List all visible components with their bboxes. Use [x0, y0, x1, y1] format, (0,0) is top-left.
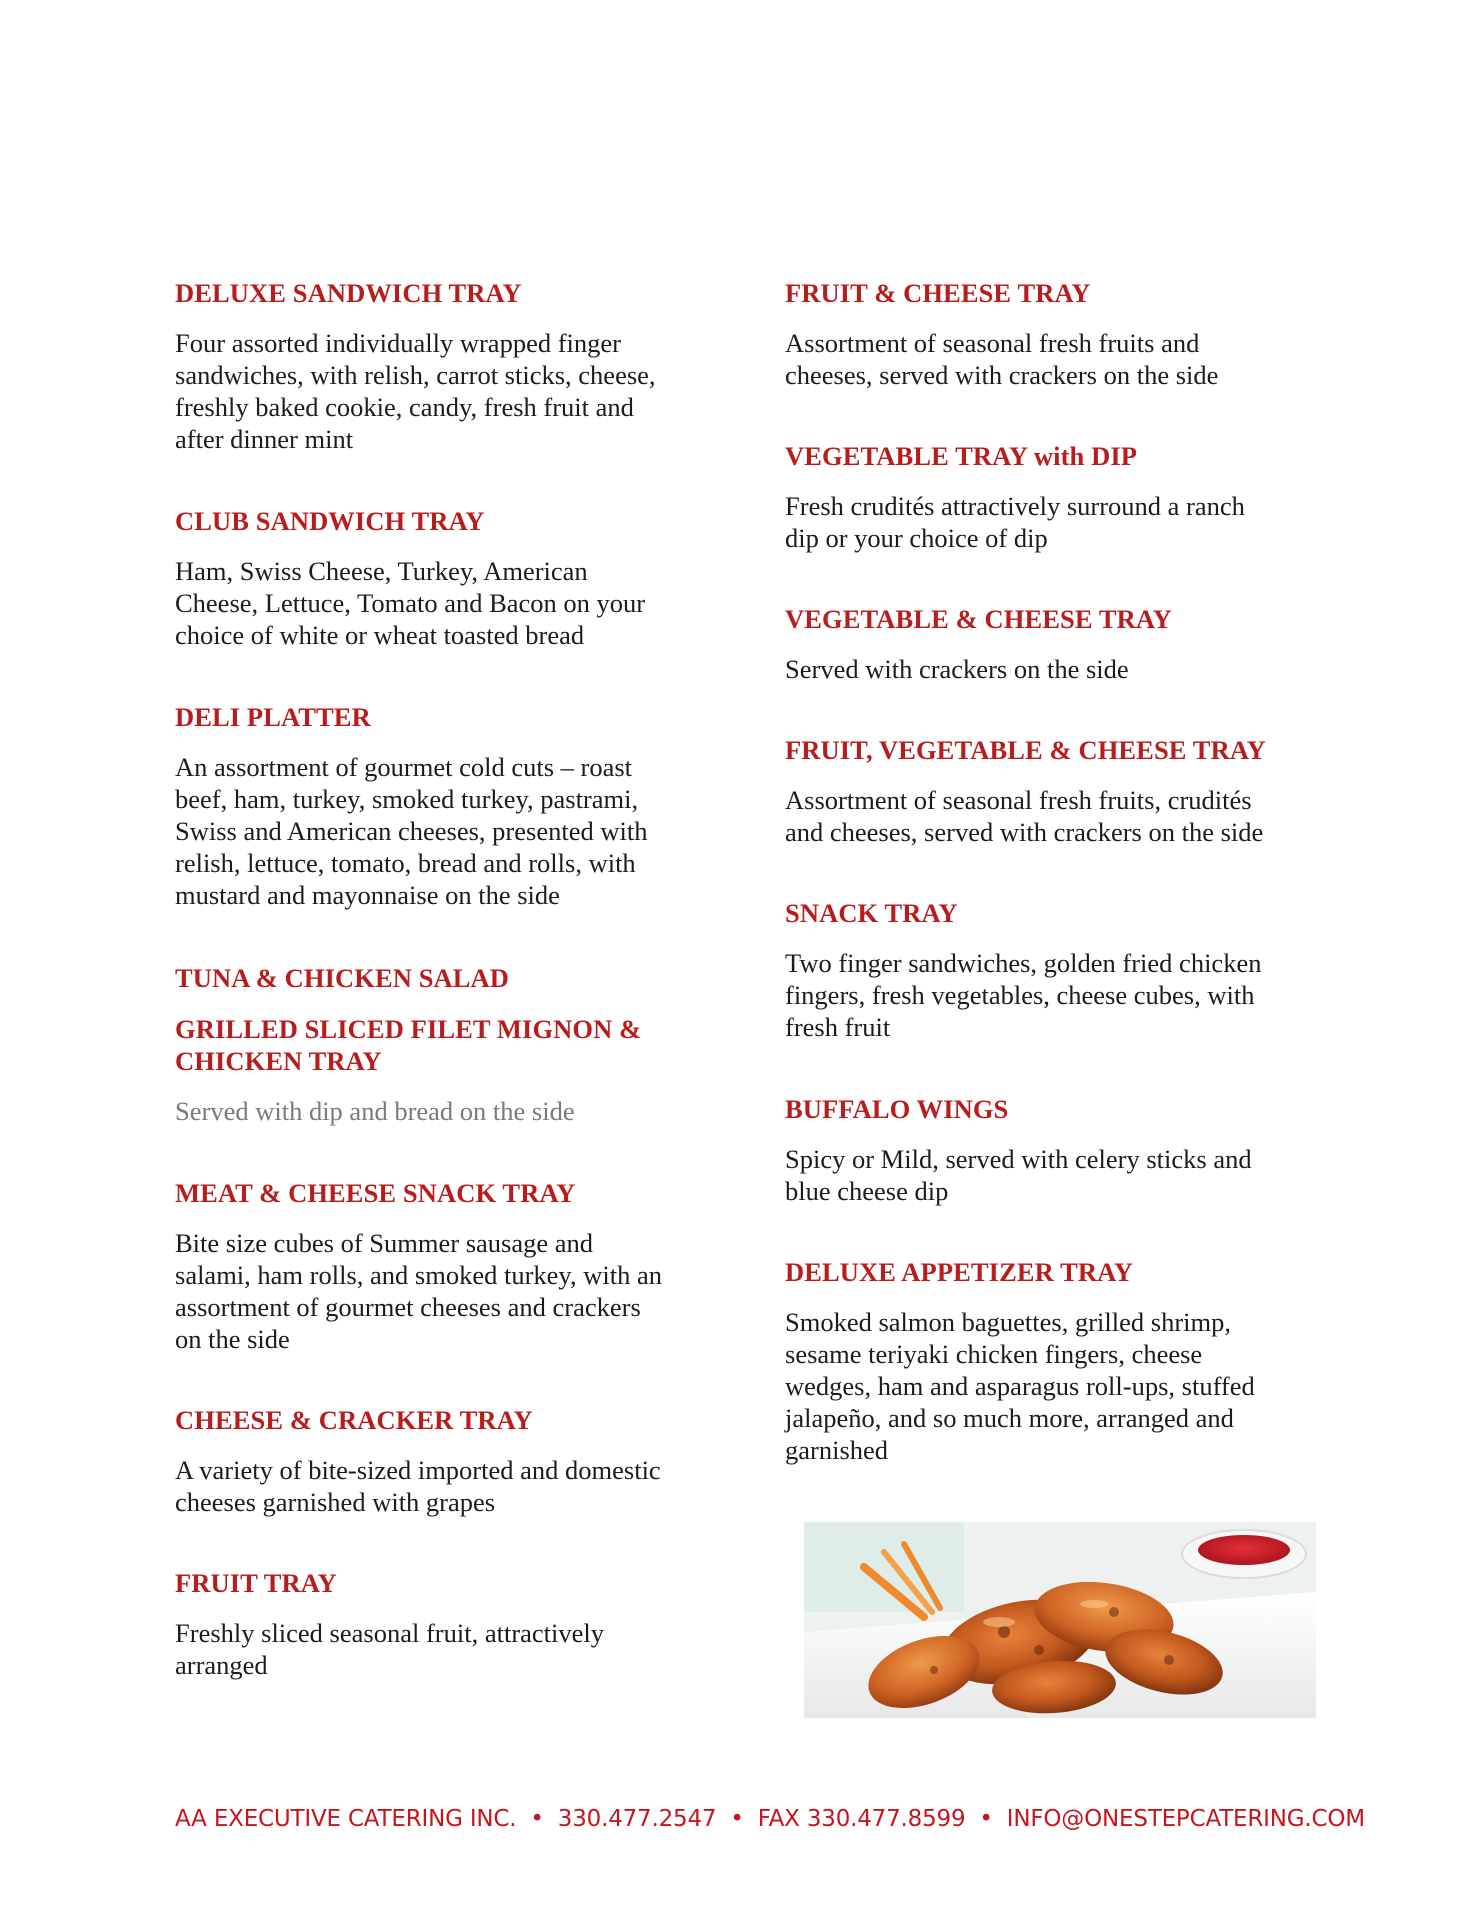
desc-line: An assortment of gourmet cold cuts – roast: [175, 752, 633, 782]
desc-line: cheeses garnished with grapes: [175, 1487, 496, 1517]
menu-item-filet-mignon-chicken-tray: [175, 1013, 705, 1127]
separator-dot: •: [979, 1806, 993, 1832]
menu-item-fruit-cheese-tray: [785, 277, 1325, 391]
menu-item-fruit-tray: [175, 1567, 705, 1681]
item-title: DELUXE SANDWICH TRAY: [175, 278, 522, 308]
blurred-greens: [804, 1522, 964, 1612]
title-line: CHICKEN TRAY: [175, 1046, 382, 1076]
desc-line: on the side: [175, 1324, 290, 1354]
glaze-highlight: [1080, 1600, 1108, 1608]
desc-line: jalapeño, and so much more, arranged and: [785, 1403, 1234, 1433]
char-spot: [998, 1626, 1010, 1638]
menu-item-vegetable-tray-dip: [785, 440, 1325, 554]
menu-item-club-sandwich-tray: [175, 505, 705, 651]
desc-line: Assortment of seasonal fresh fruits and: [785, 328, 1200, 358]
item-description: [785, 784, 1325, 848]
desc-line: sesame teriyaki chicken fingers, cheese: [785, 1339, 1203, 1369]
item-title: DELUXE APPETIZER TRAY: [785, 1257, 1134, 1287]
menu-item-deli-platter: [175, 701, 705, 911]
menu-item-deluxe-sandwich-tray: [175, 277, 705, 455]
item-title: MEAT & CHEESE SNACK TRAY: [175, 1178, 576, 1208]
desc-line: Ham, Swiss Cheese, Turkey, American: [175, 556, 588, 586]
desc-line: Two finger sandwiches, golden fried chicken: [785, 948, 1262, 978]
item-title: [175, 1013, 705, 1077]
item-title: VEGETABLE TRAY with DIP: [785, 441, 1138, 471]
item-description: [175, 751, 705, 911]
item-description: [785, 1306, 1325, 1466]
item-title: FRUIT & CHEESE TRAY: [785, 278, 1091, 308]
item-description: [175, 1617, 705, 1681]
desc-line: cheeses, served with crackers on the side: [785, 360, 1219, 390]
separator-dot: •: [730, 1806, 744, 1832]
item-description: [175, 1095, 705, 1127]
desc-line: sandwiches, with relish, carrot sticks, cheese,: [175, 360, 656, 390]
separator-dot: •: [530, 1806, 544, 1832]
desc-line: relish, lettuce, tomato, bread and rolls, with: [175, 848, 636, 878]
title-line: GRILLED SLICED FILET MIGNON &: [175, 1014, 642, 1044]
item-description: [175, 327, 705, 455]
desc-line: assortment of gourmet cheeses and crackers: [175, 1292, 641, 1322]
item-description: [785, 947, 1325, 1043]
item-title: FRUIT TRAY: [175, 1568, 337, 1598]
desc-line: freshly baked cookie, candy, fresh fruit and: [175, 392, 634, 422]
desc-line: Bite size cubes of Summer sausage and: [175, 1228, 593, 1258]
desc-line: A variety of bite-sized imported and domestic: [175, 1455, 661, 1485]
menu-item-fruit-vegetable-cheese-tray: [785, 734, 1325, 848]
desc-line: mustard and mayonnaise on the side: [175, 880, 560, 910]
wings-illustration: [804, 1522, 1316, 1718]
desc-line: Served with crackers on the side: [785, 654, 1129, 684]
menu-item-tuna-chicken-salad: [175, 962, 705, 994]
menu-item-meat-cheese-snack-tray: [175, 1177, 705, 1355]
glaze-highlight: [983, 1617, 1015, 1627]
item-title: BUFFALO WINGS: [785, 1094, 1009, 1124]
item-title: CHEESE & CRACKER TRAY: [175, 1405, 533, 1435]
desc-line: Freshly sliced seasonal fruit, attractively: [175, 1618, 605, 1648]
company-name: AA EXECUTIVE CATERING INC.: [175, 1806, 517, 1832]
char-spot: [930, 1666, 938, 1674]
item-description: [175, 1454, 705, 1518]
desc-line: Assortment of seasonal fresh fruits, crudités: [785, 785, 1252, 815]
desc-line: fingers, fresh vegetables, cheese cubes, with: [785, 980, 1255, 1010]
item-title: SNACK TRAY: [785, 898, 958, 928]
menu-item-deluxe-appetizer-tray: [785, 1256, 1325, 1466]
phone-number: 330.477.2547: [557, 1806, 717, 1832]
fax-number: FAX 330.477.8599: [757, 1806, 966, 1832]
desc-line: Served with dip and bread on the side: [175, 1096, 575, 1126]
desc-line: Cheese, Lettuce, Tomato and Bacon on your: [175, 588, 646, 618]
item-title: DELI PLATTER: [175, 702, 371, 732]
item-title: FRUIT, VEGETABLE & CHEESE TRAY: [785, 735, 1266, 765]
desc-line: salami, ham rolls, and smoked turkey, with an: [175, 1260, 662, 1290]
menu-item-snack-tray: [785, 897, 1325, 1043]
menu-item-buffalo-wings: [785, 1093, 1325, 1207]
desc-line: Spicy or Mild, served with celery sticks and: [785, 1144, 1252, 1174]
desc-line: choice of white or wheat toasted bread: [175, 620, 585, 650]
menu-item-cheese-cracker-tray: [175, 1404, 705, 1518]
desc-line: Smoked salmon baguettes, grilled shrimp,: [785, 1307, 1232, 1337]
desc-line: garnished: [785, 1435, 889, 1465]
desc-line: Four assorted individually wrapped finger: [175, 328, 621, 358]
item-description: [785, 653, 1325, 685]
desc-line: arranged: [175, 1650, 268, 1680]
item-description: [785, 327, 1325, 391]
desc-line: blue cheese dip: [785, 1176, 949, 1206]
desc-line: dip or your choice of dip: [785, 523, 1048, 553]
desc-line: wedges, ham and asparagus roll-ups, stuffed: [785, 1371, 1255, 1401]
menu-item-vegetable-cheese-tray: [785, 603, 1325, 685]
desc-line: Swiss and American cheeses, presented with: [175, 816, 648, 846]
email-address: INFO@ONESTEPCATERING.COM: [1006, 1806, 1365, 1832]
item-title: TUNA & CHICKEN SALAD: [175, 963, 510, 993]
desc-line: beef, ham, turkey, smoked turkey, pastrami,: [175, 784, 639, 814]
char-spot: [1164, 1655, 1174, 1665]
item-title: VEGETABLE & CHEESE TRAY: [785, 604, 1172, 634]
item-description: [785, 1143, 1325, 1207]
desc-line: after dinner mint: [175, 424, 354, 454]
char-spot: [1109, 1607, 1119, 1617]
desc-line: Fresh crudités attractively surround a ranch: [785, 491, 1245, 521]
buffalo-wings-photo: [804, 1522, 1316, 1718]
desc-line: fresh fruit: [785, 1012, 891, 1042]
item-description: [175, 1227, 705, 1355]
item-title: CLUB SANDWICH TRAY: [175, 506, 485, 536]
footer-contact-line: [175, 1805, 1365, 1833]
item-description: [175, 555, 705, 651]
item-description: [785, 490, 1325, 554]
char-spot: [1034, 1645, 1044, 1655]
hot-sauce: [1198, 1535, 1290, 1565]
desc-line: and cheeses, served with crackers on the side: [785, 817, 1264, 847]
